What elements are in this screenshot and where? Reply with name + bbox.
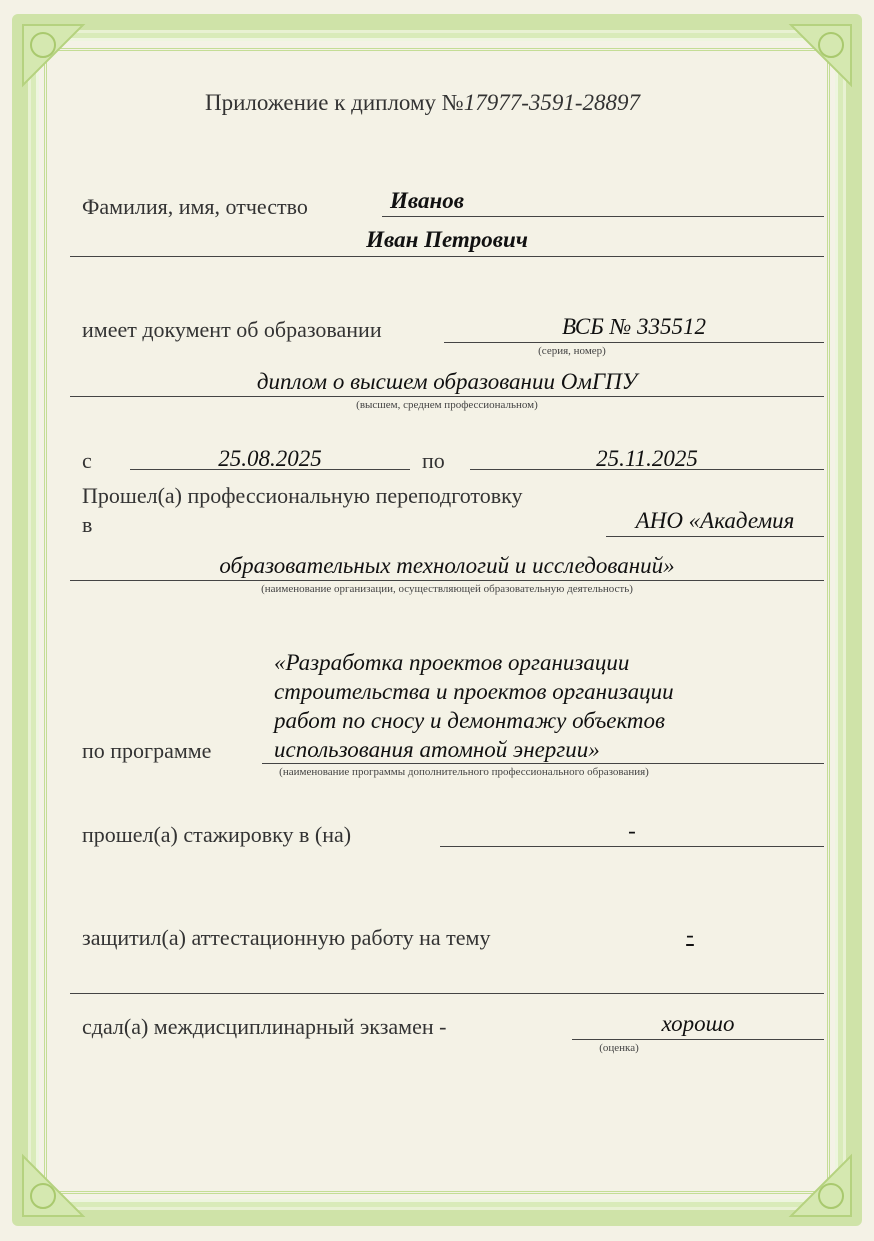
from-date-value: 25.08.2025	[218, 446, 322, 471]
org-line2-value: образовательных технологий и исследований»	[219, 553, 675, 578]
surname-line	[382, 216, 824, 217]
series-number-value: ВСБ № 335512	[561, 314, 707, 339]
exam-grade-value: хорошо	[661, 1011, 735, 1036]
program-line: использования атомной энергии»	[274, 737, 600, 762]
from-label: с	[82, 448, 92, 473]
corner-ornament-icon	[786, 20, 856, 90]
series-hint: (серия, номер)	[538, 345, 606, 357]
education-type-line	[70, 396, 824, 397]
surname-value: Иванов	[390, 188, 465, 213]
program-title	[274, 648, 674, 764]
org-hint: (наименование организации, осуществляющей образовательную деятельность)	[261, 583, 633, 595]
program-line: «Разработка проектов организации	[274, 650, 630, 675]
corner-ornament-icon	[18, 20, 88, 90]
internship-value: -	[628, 818, 636, 843]
from-date-line	[130, 469, 410, 470]
diploma-number: 17977-3591-28897	[463, 90, 641, 115]
exam-grade-hint: (оценка)	[599, 1042, 639, 1054]
retraining-label: Прошел(а) профессиональную переподготовку	[82, 483, 523, 508]
org-line2-underline	[70, 580, 824, 581]
education-doc-label: имеет документ об образовании	[82, 317, 382, 342]
org-line1-underline	[606, 536, 824, 537]
corner-ornament-icon	[18, 1151, 88, 1221]
program-line: строительства и проектов организации	[274, 679, 674, 704]
education-type-hint: (высшем, среднем профессиональном)	[356, 399, 538, 411]
thesis-line	[70, 993, 824, 994]
org-line1-value: АНО «Академия	[635, 508, 795, 533]
name-line	[70, 256, 824, 257]
program-line: работ по сносу и демонтажу объектов	[274, 708, 666, 733]
thesis-value: -	[686, 922, 694, 947]
document-title	[205, 90, 640, 116]
corner-ornament-icon	[786, 1151, 856, 1221]
internship-line	[440, 846, 824, 847]
series-line	[444, 342, 824, 343]
to-date-line	[470, 469, 824, 470]
exam-grade-line	[572, 1039, 824, 1040]
in-label: в	[82, 512, 93, 537]
thesis-label: защитил(а) аттестационную работу на тему	[82, 925, 491, 950]
program-hint: (наименование программы дополнительного профессионального образования)	[279, 766, 649, 778]
program-label: по программе	[82, 738, 212, 763]
fio-label: Фамилия, имя, отчество	[82, 194, 308, 219]
title-prefix: Приложение к диплому №	[205, 90, 464, 115]
program-underline	[262, 763, 824, 764]
to-label: по	[422, 448, 445, 473]
exam-label: сдал(а) междисциплинарный экзамен -	[82, 1014, 447, 1039]
education-type-value: диплом о высшем образовании ОмГПУ	[256, 369, 638, 394]
to-date-value: 25.11.2025	[596, 446, 698, 471]
internship-label: прошел(а) стажировку в (на)	[82, 822, 352, 847]
name-patronymic-value: Иван Петрович	[366, 227, 528, 252]
